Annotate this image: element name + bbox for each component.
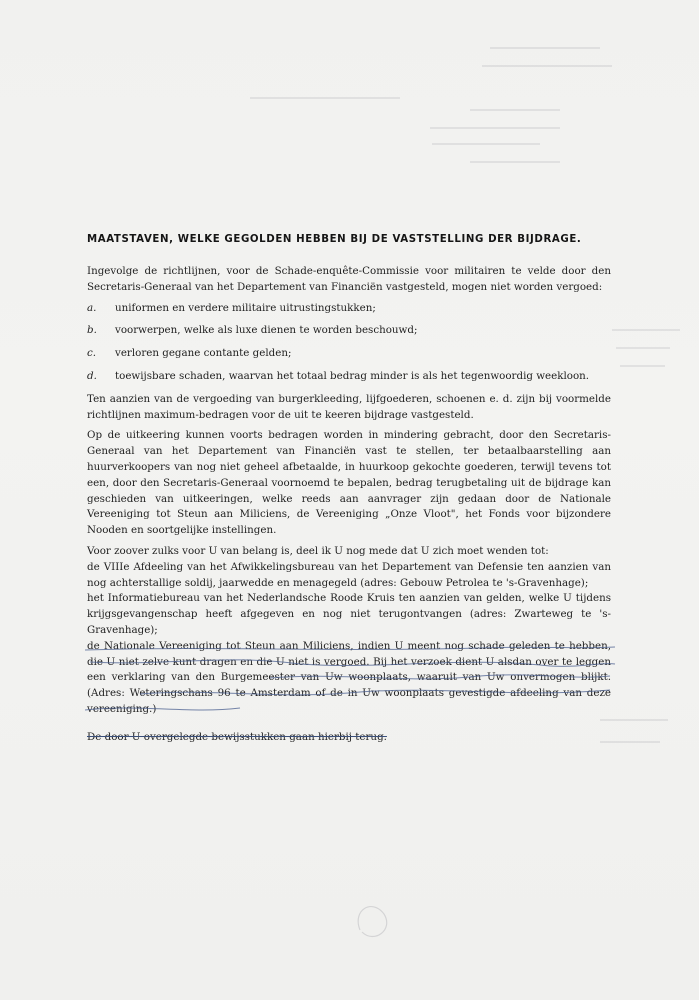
list-item	[87, 323, 611, 339]
intro-paragraph: Ingevolge de richtlijnen, voor de Schade-enquête-Commissie voor militairen te velde door den Secretaris-Generaal van het Departement van Financiën vastgesteld, mogen niet worden vergoed:	[87, 265, 611, 293]
document-body	[87, 264, 611, 751]
contact-national-vereeniging: de Nationale Vereeniging tot Steun aan Miliciens, indien U meent nog schade geleden te hebben, die U niet zelve kunt dragen en die U niet is vergoed. Bij het verzoek dient U alsdan over te leggen een verklaring van den Burgemeester van Uw woonplaats, waaruit van Uw onvermogen blijkt. (Adres: Weteringschans 96 te Amsterdam of de in Uw woonplaats gevestigde afdeeling van deze vereeniging.)	[87, 639, 611, 715]
list-item-text: voorwerpen, welke als luxe dienen te worden beschouwd;	[115, 324, 418, 337]
list-item	[87, 369, 611, 385]
list-item	[87, 346, 611, 362]
contact-section	[87, 544, 611, 718]
list-item-letter: c.	[87, 347, 97, 360]
closing-line: De door U overgelegde bewijsstukken gaan hierbij terug.	[87, 730, 387, 743]
contact-red-cross: het Informatiebureau van het Nederlandsche Roode Kruis ten aanzien van gelden, welke U tijdens krijgsgevangenschap heeft afgegeven en nog niet terugontvangen (adres: Zwarteweg te 's-Gravenhage);	[87, 592, 611, 636]
deduction-paragraph: Op de uitkeering kunnen voorts bedragen worden in mindering gebracht, door den Secretaris-Generaal van het Departement van Financiën vast te stellen, ter betaalbaarstelling aan huurverkoopers van nog niet geheel afbetaalde, in huurkoop gekochte goederen, terwijl tevens tot een, door den Secretaris-Generaal voornoemd te bepalen, bedrag terugbetaling uit de bijdrage kan geschieden van uitkeeringen, welke reeds aan aanvrager zijn gedaan door de Nationale Vereeniging tot Steun aan Miliciens, de Vereeniging „Onze Vloot", het Fonds voor bijzondere Nooden en soortgelijke instellingen.	[87, 429, 611, 537]
contact-viiie-afdeeling: de VIIIe Afdeeling van het Afwikkelingsbureau van het Departement van Defensie ten aanzien van nog achterstallige soldij, jaarwedde en menagegeld (adres: Gebouw Petrolea te 's-Gravenhage);	[87, 560, 611, 589]
contact-intro: Voor zoover zulks voor U van belang is, deel ik U nog mede dat U zich moet wenden tot:	[87, 544, 549, 557]
clothing-paragraph: Ten aanzien van de vergoeding van burgerkleeding, lijfgoederen, schoenen e. d. zijn bij voormelde richtlijnen maximum-bedragen voor de uit te keeren bijdrage vastgesteld.	[87, 392, 611, 421]
list-item-letter: d.	[87, 369, 97, 382]
list-item-text: verloren gegane contante gelden;	[115, 347, 292, 360]
list-item-letter: b.	[87, 324, 97, 337]
list-item-text: uniformen en verdere militaire uitrustingstukken;	[115, 301, 376, 314]
list-item-letter: a.	[87, 301, 97, 314]
exclusion-list	[87, 301, 611, 385]
list-item	[87, 301, 611, 317]
document-title: MAATSTAVEN, WELKE GEGOLDEN HEBBEN BIJ DE VASTSTELLING DER BIJDRAGE.	[87, 234, 582, 245]
list-item-text: toewijsbare schaden, waarvan het totaal bedrag minder is als het tegenwoordig weekloon.	[115, 369, 590, 382]
